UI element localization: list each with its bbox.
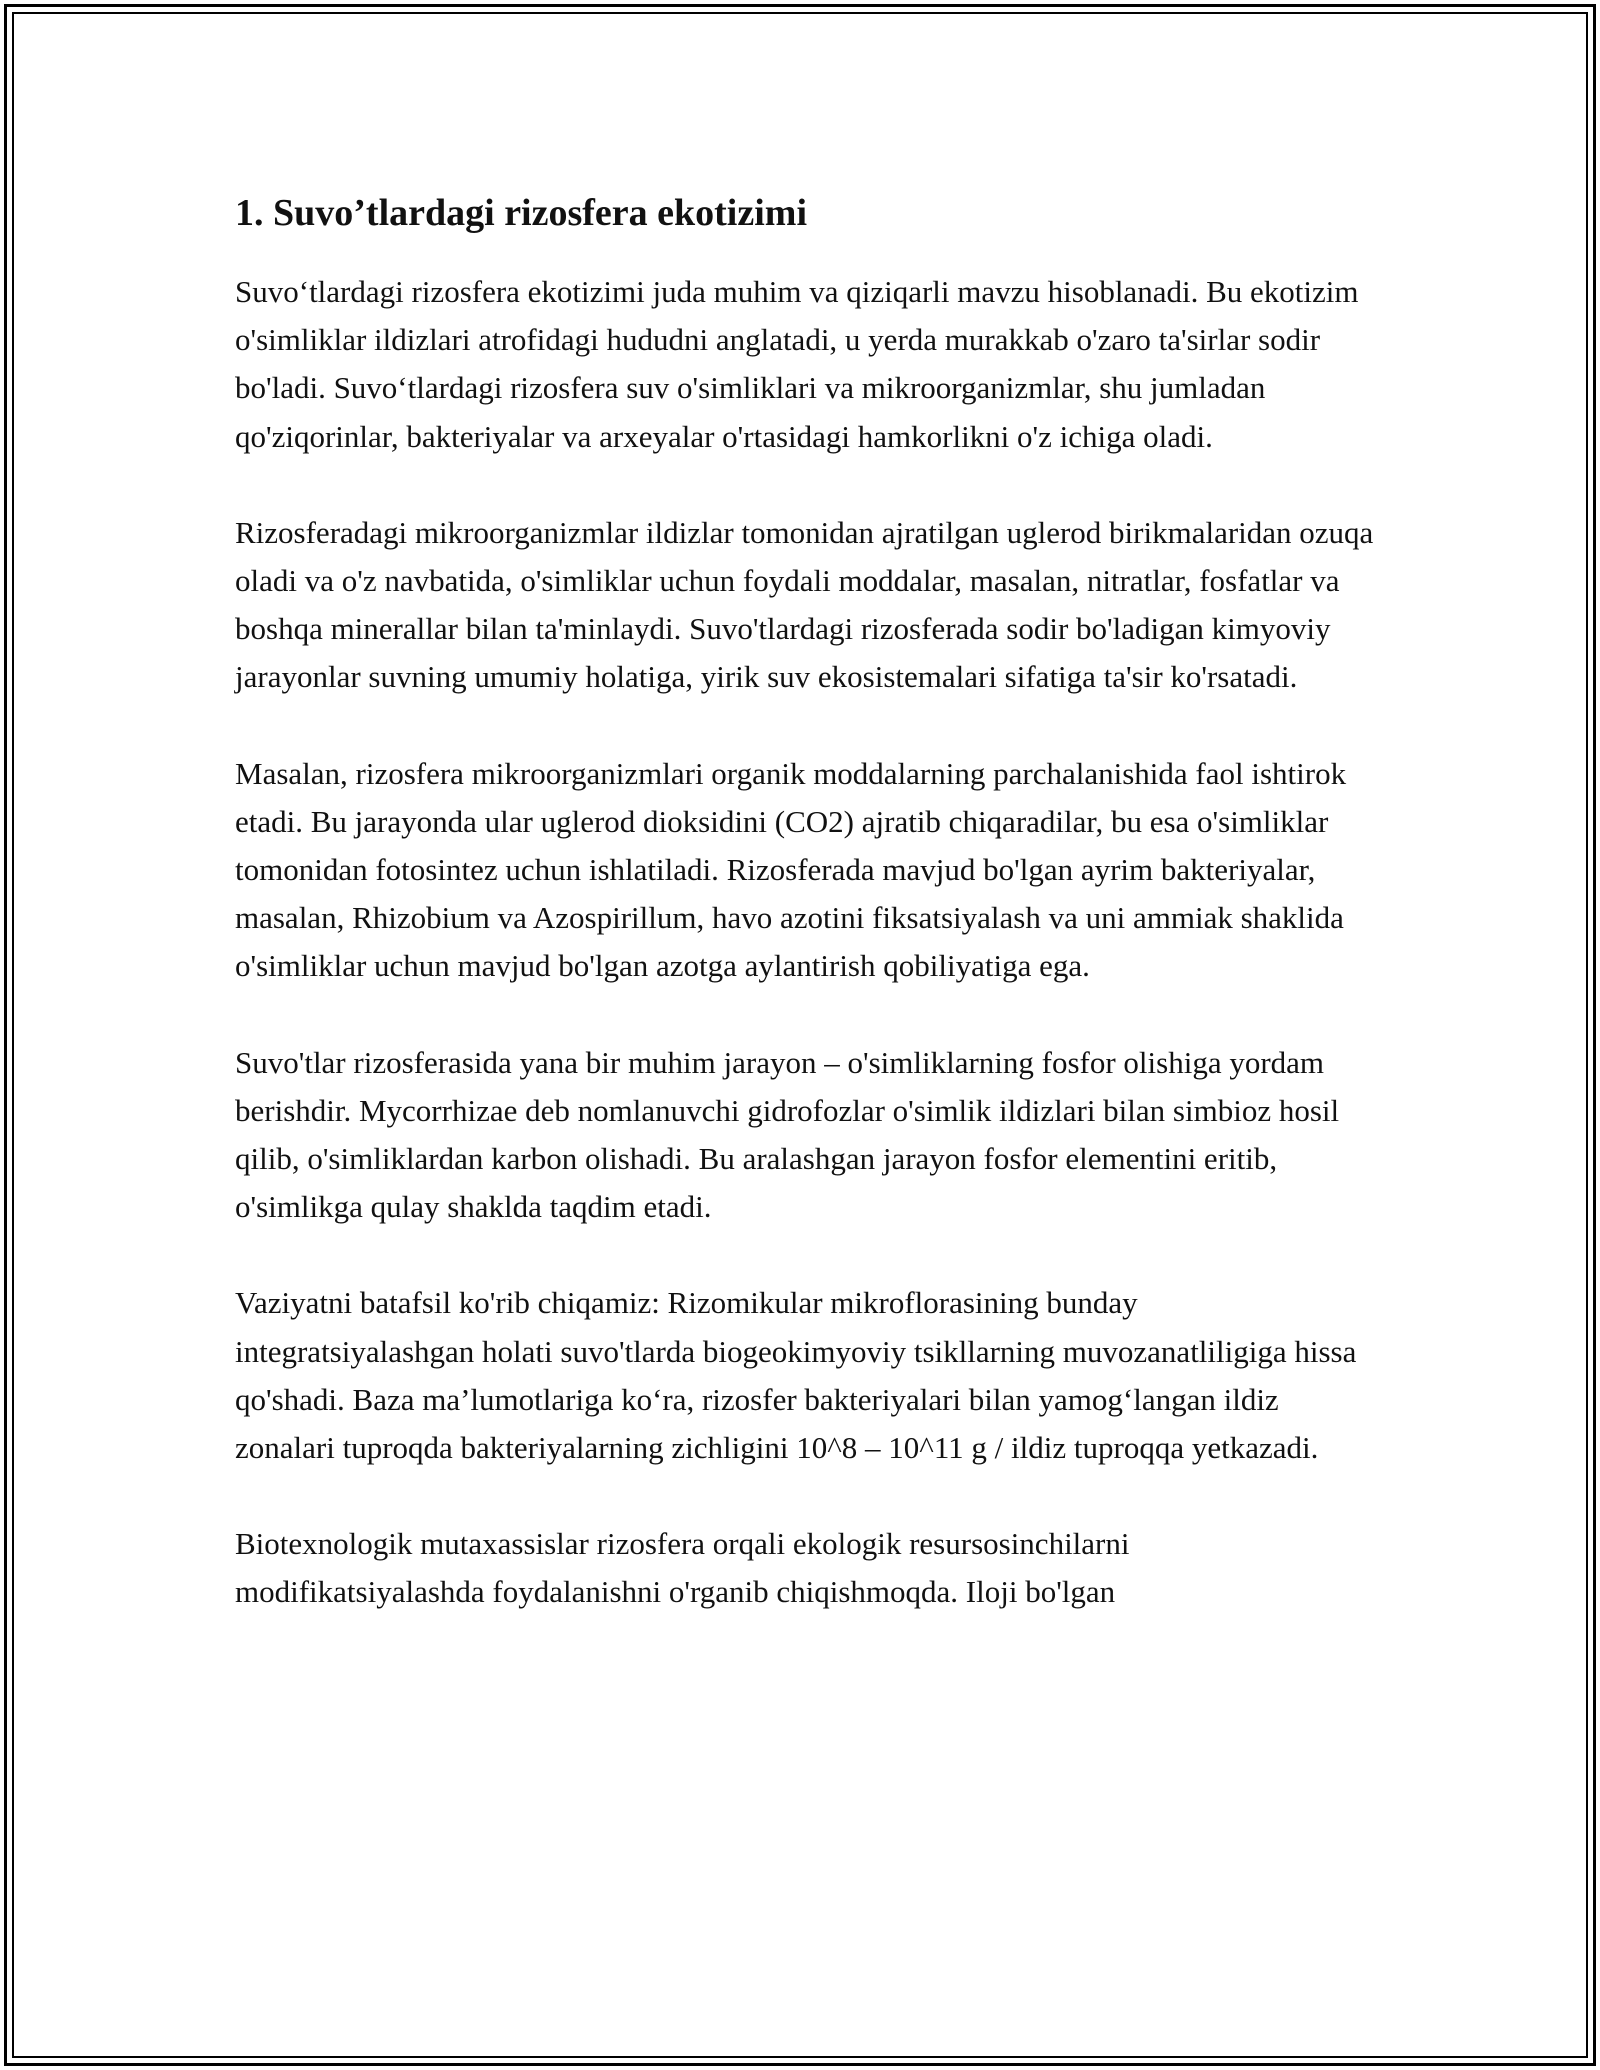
- paragraph-microorganisms: Rizosferadagi mikroorganizmlar ildizlar tomonidan ajratilgan uglerod birikmalaridan ozuqa oladi va o'z navbatida, o'simliklar uchun foydali moddalar, masalan, nitratlar, fosfatlar va boshqa minerallar bilan ta'minlaydi. Suvo'tlardagi rizosferada sodir bo'ladigan kimyoviy jarayonlar suvning umumiy holatiga, yirik suv ekosistemalari sifatiga ta'sir ko'rsatadi.: [235, 514, 1374, 695]
- document-title: 1. Suvo’tlardagi rizosfera ekotizimi: [235, 192, 808, 234]
- paragraph-example: Masalan, rizosfera mikroorganizmlari organik moddalarning parchalanishida faol ishtirok etadi. Bu jarayonda ular uglerod dioksidini (CO2) ajratib chiqaradilar, bu esa o'simliklar tomonidan fotosintez uchun ishlatiladi. Rizosferada mavjud bo'lgan ayrim bakteriyalar, masalan, Rhizobium va Azospirillum, havo azotini fiksatsiyalash va uni ammiak shaklida o'simliklar uchun mavjud bo'lgan azotga aylantirish qobiliyatiga ega.: [235, 755, 1347, 984]
- paragraph-biotech: Biotexnologik mutaxassislar rizosfera orqali ekologik resursosinchilarni modifikatsiyalashda foydalanishni o'rganib chiqishmoqda. Iloji bo'lgan: [235, 1526, 1130, 1610]
- paragraph-intro: Suvo‘tlardagi rizosfera ekotizimi juda muhim va qiziqarli mavzu hisoblanadi. Bu ekotizim o'simliklar ildizlari atrofidagi hududni anglatadi, u yerda murakkab o'zaro ta'sirlar sodir bo'ladi. Suvo‘tlardagi rizosfera suv o'simliklari va mikroorganizmlar, shu jumladan qo'ziqorinlar, bakteriyalar va arxeyalar o'rtasidagi hamkorlikni o'z ichiga oladi.: [235, 274, 1359, 454]
- paragraph-details: Vaziyatni batafsil ko'rib chiqamiz: Rizomikular mikroflorasining bunday integratsiyalashgan holati suvo'tlarda biogeokimyoviy tsikllarning muvozanatliligiga hissa qo'shadi. Baza ma’lumotlariga ko‘ra, rizosfer bakteriyalari bilan yamog‘langan ildiz zonalari tuproqda bakteriyalarning zichligini 10^8 – 10^11 g / ildiz tuproqqa yetkazadi.: [235, 1285, 1357, 1466]
- paragraph-phosphorus: Suvo'tlar rizosferasida yana bir muhim jarayon – o'simliklarning fosfor olishiga yordam berishdir. Mycorrhizae deb nomlanuvchi gidrofozlar o'simlik ildizlari bilan simbioz hosil qilib, o'simliklardan karbon olishadi. Bu aralashgan jarayon fosfor elementini eritib, o'simlikga qulay shakldа taqdim etadi.: [235, 1044, 1340, 1225]
- document-body: [235, 188, 1375, 1665]
